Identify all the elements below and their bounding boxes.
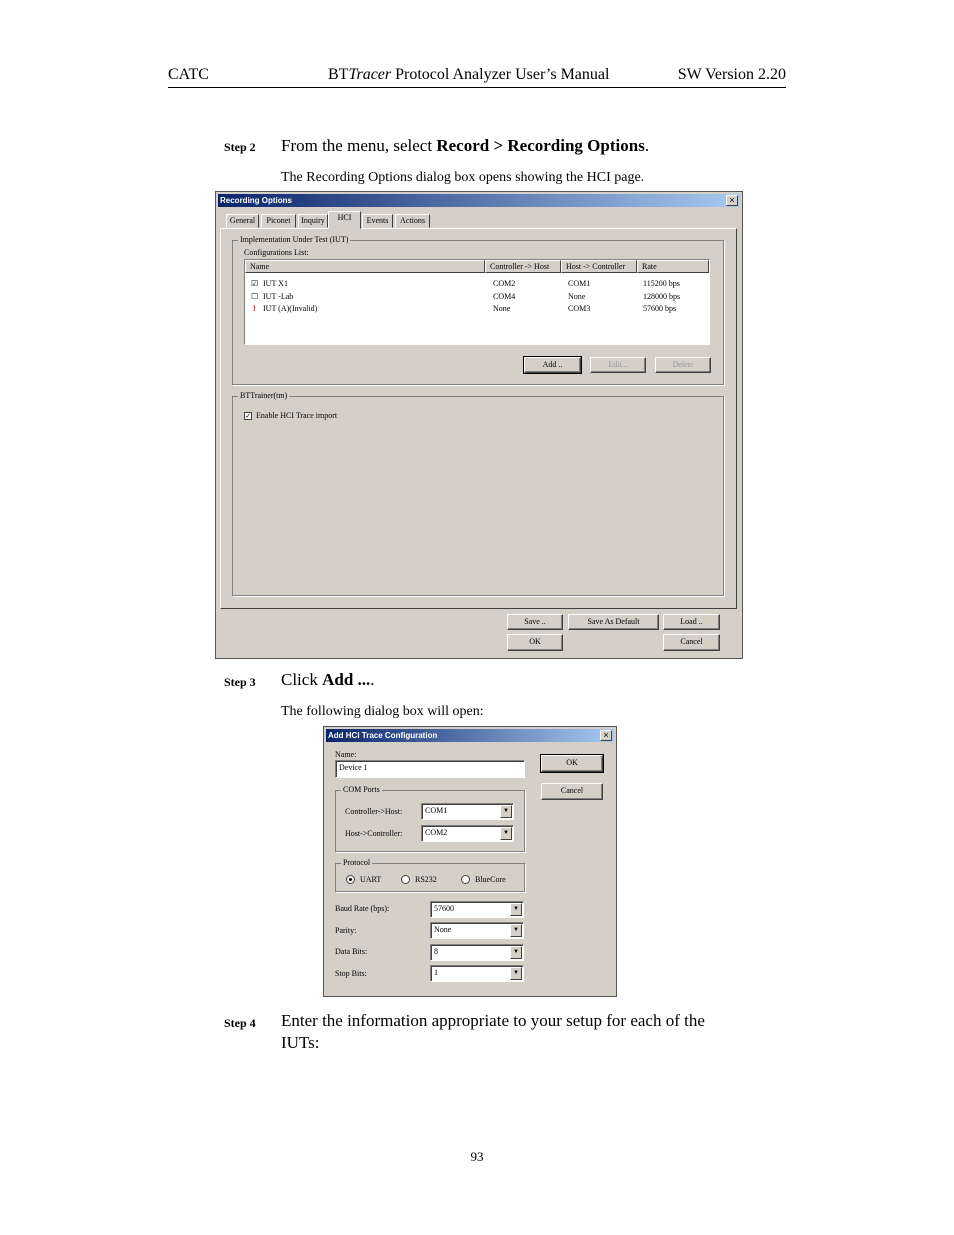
table-row-rate: 115200 bps — [643, 279, 680, 288]
recording-options-titlebar — [218, 194, 740, 207]
table-row-c2h: None — [493, 304, 511, 313]
chevron-down-icon[interactable]: ▼ — [510, 924, 522, 937]
host-controller-value: COM2 — [425, 828, 448, 837]
table-row-h2c: COM3 — [568, 304, 591, 313]
parity-label: Parity: — [335, 926, 357, 935]
stop-bits-select[interactable] — [430, 965, 524, 982]
stop-bits-value: 1 — [434, 968, 438, 977]
bluecore-label: BlueCore — [475, 875, 506, 884]
chevron-down-icon[interactable]: ▼ — [510, 946, 522, 959]
column-name[interactable]: Name — [245, 260, 485, 273]
host-controller-select[interactable] — [421, 825, 514, 842]
controller-host-value: COM1 — [425, 806, 448, 815]
invalid-warning-icon: ! — [253, 304, 256, 313]
table-row-c2h: COM4 — [493, 292, 516, 301]
config-list-label: Configurations List: — [244, 248, 309, 257]
save-as-default-button[interactable]: Save As Default — [568, 614, 659, 630]
baud-rate-label: Baud Rate (bps): — [335, 904, 390, 913]
parity-select[interactable] — [430, 922, 524, 939]
controller-host-select[interactable] — [421, 803, 514, 820]
uart-label: UART — [360, 875, 382, 884]
table-row-h2c: COM1 — [568, 279, 591, 288]
page-number: 93 — [470, 1149, 484, 1164]
column-rate[interactable]: Rate — [637, 260, 709, 273]
ok-button[interactable]: OK — [541, 755, 603, 772]
configurations-list[interactable] — [244, 259, 710, 345]
step-4-text: Enter the information appropriate to your setup for each of the IUTs: — [281, 1011, 705, 1052]
table-row-name[interactable]: IUT (A)(Invalid) — [263, 304, 318, 313]
parity-value: None — [434, 925, 452, 934]
baud-rate-value: 57600 — [434, 904, 454, 913]
table-row-h2c: None — [568, 292, 586, 301]
table-row-rate: 57600 bps — [643, 304, 677, 313]
step-3-caption: The following dialog box will open: — [281, 704, 484, 719]
close-icon[interactable]: × — [600, 730, 612, 741]
step-2-text: From the menu, select Record > Recording Options. — [281, 136, 650, 155]
com-ports-title: COM Ports — [343, 785, 380, 794]
tab-actions[interactable]: Actions — [395, 214, 430, 228]
load-button[interactable]: Load .. — [663, 614, 720, 630]
row-checkbox[interactable]: ☐ — [251, 292, 259, 301]
bttrainer-groupbox — [232, 391, 724, 596]
step-4-label: Step 4 — [224, 1016, 256, 1030]
chevron-down-icon[interactable]: ▼ — [500, 805, 512, 818]
enable-hci-checkbox[interactable]: ✓ — [245, 412, 251, 420]
chevron-down-icon[interactable]: ▼ — [510, 903, 522, 916]
step-2-caption: The Recording Options dialog box opens showing the HCI page. — [281, 170, 645, 185]
controller-host-label: Controller->Host: — [345, 807, 403, 816]
tab-events[interactable]: Events — [362, 214, 393, 228]
table-row-rate: 128000 bps — [643, 292, 681, 301]
table-row-name[interactable]: IUT -Lab — [263, 292, 294, 301]
chevron-down-icon[interactable]: ▼ — [510, 967, 522, 980]
baud-rate-select[interactable] — [430, 901, 524, 918]
save-button[interactable]: Save .. — [507, 614, 563, 630]
step-2-label: Step 2 — [224, 140, 256, 154]
step-3-text: Click Add .... — [281, 670, 375, 689]
tab-general[interactable]: General — [226, 214, 259, 228]
cancel-button[interactable]: Cancel — [663, 634, 720, 651]
add-button[interactable]: Add .. — [524, 357, 581, 373]
cancel-button[interactable]: Cancel — [541, 783, 603, 800]
add-hci-title: Add HCI Trace Configuration — [328, 731, 438, 740]
name-label: Name: — [335, 750, 357, 759]
bttrainer-group-title: BTTrainer(tm) — [240, 391, 288, 400]
tab-inquiry[interactable]: Inquiry — [298, 214, 328, 228]
rs232-label: RS232 — [415, 875, 437, 884]
chevron-down-icon[interactable]: ▼ — [500, 827, 512, 840]
step-3-label: Step 3 — [224, 675, 256, 689]
edit-button[interactable]: Edit... — [590, 357, 646, 373]
stop-bits-label: Stop Bits: — [335, 969, 367, 978]
header-version: SW Version 2.20 — [677, 66, 786, 83]
delete-button[interactable]: Delete — [655, 357, 711, 373]
column-host-controller[interactable]: Host -> Controller — [561, 260, 637, 273]
recording-options-title: Recording Options — [220, 196, 292, 205]
page-header — [168, 66, 786, 88]
table-row-name[interactable]: IUT X1 — [263, 279, 288, 288]
row-checkbox[interactable]: ☑ — [251, 279, 259, 288]
tab-piconet[interactable]: Piconet — [261, 214, 296, 228]
column-controller-host[interactable]: Controller -> Host — [485, 260, 561, 273]
ok-button[interactable]: OK — [507, 634, 563, 651]
enable-hci-label: Enable HCI Trace import — [256, 411, 338, 420]
data-bits-label: Data Bits: — [335, 947, 368, 956]
name-input[interactable]: Device 1 — [335, 760, 525, 778]
header-company: CATC — [168, 66, 209, 83]
header-title: BTTracer Protocol Analyzer User’s Manual — [328, 66, 610, 83]
bluecore-radio[interactable] — [461, 875, 470, 884]
table-row-c2h: COM2 — [493, 279, 516, 288]
iut-group-title: Implementation Under Test (IUT) — [240, 235, 349, 244]
com-ports-groupbox — [335, 785, 525, 852]
uart-radio[interactable] — [346, 875, 355, 884]
close-icon[interactable]: × — [726, 195, 738, 206]
protocol-title: Protocol — [343, 858, 371, 867]
data-bits-value: 8 — [434, 947, 438, 956]
data-bits-select[interactable] — [430, 944, 524, 961]
tab-hci[interactable]: HCI — [328, 211, 361, 229]
rs232-radio[interactable] — [401, 875, 410, 884]
host-controller-label: Host->Controller: — [345, 829, 403, 838]
add-hci-titlebar — [326, 729, 614, 742]
